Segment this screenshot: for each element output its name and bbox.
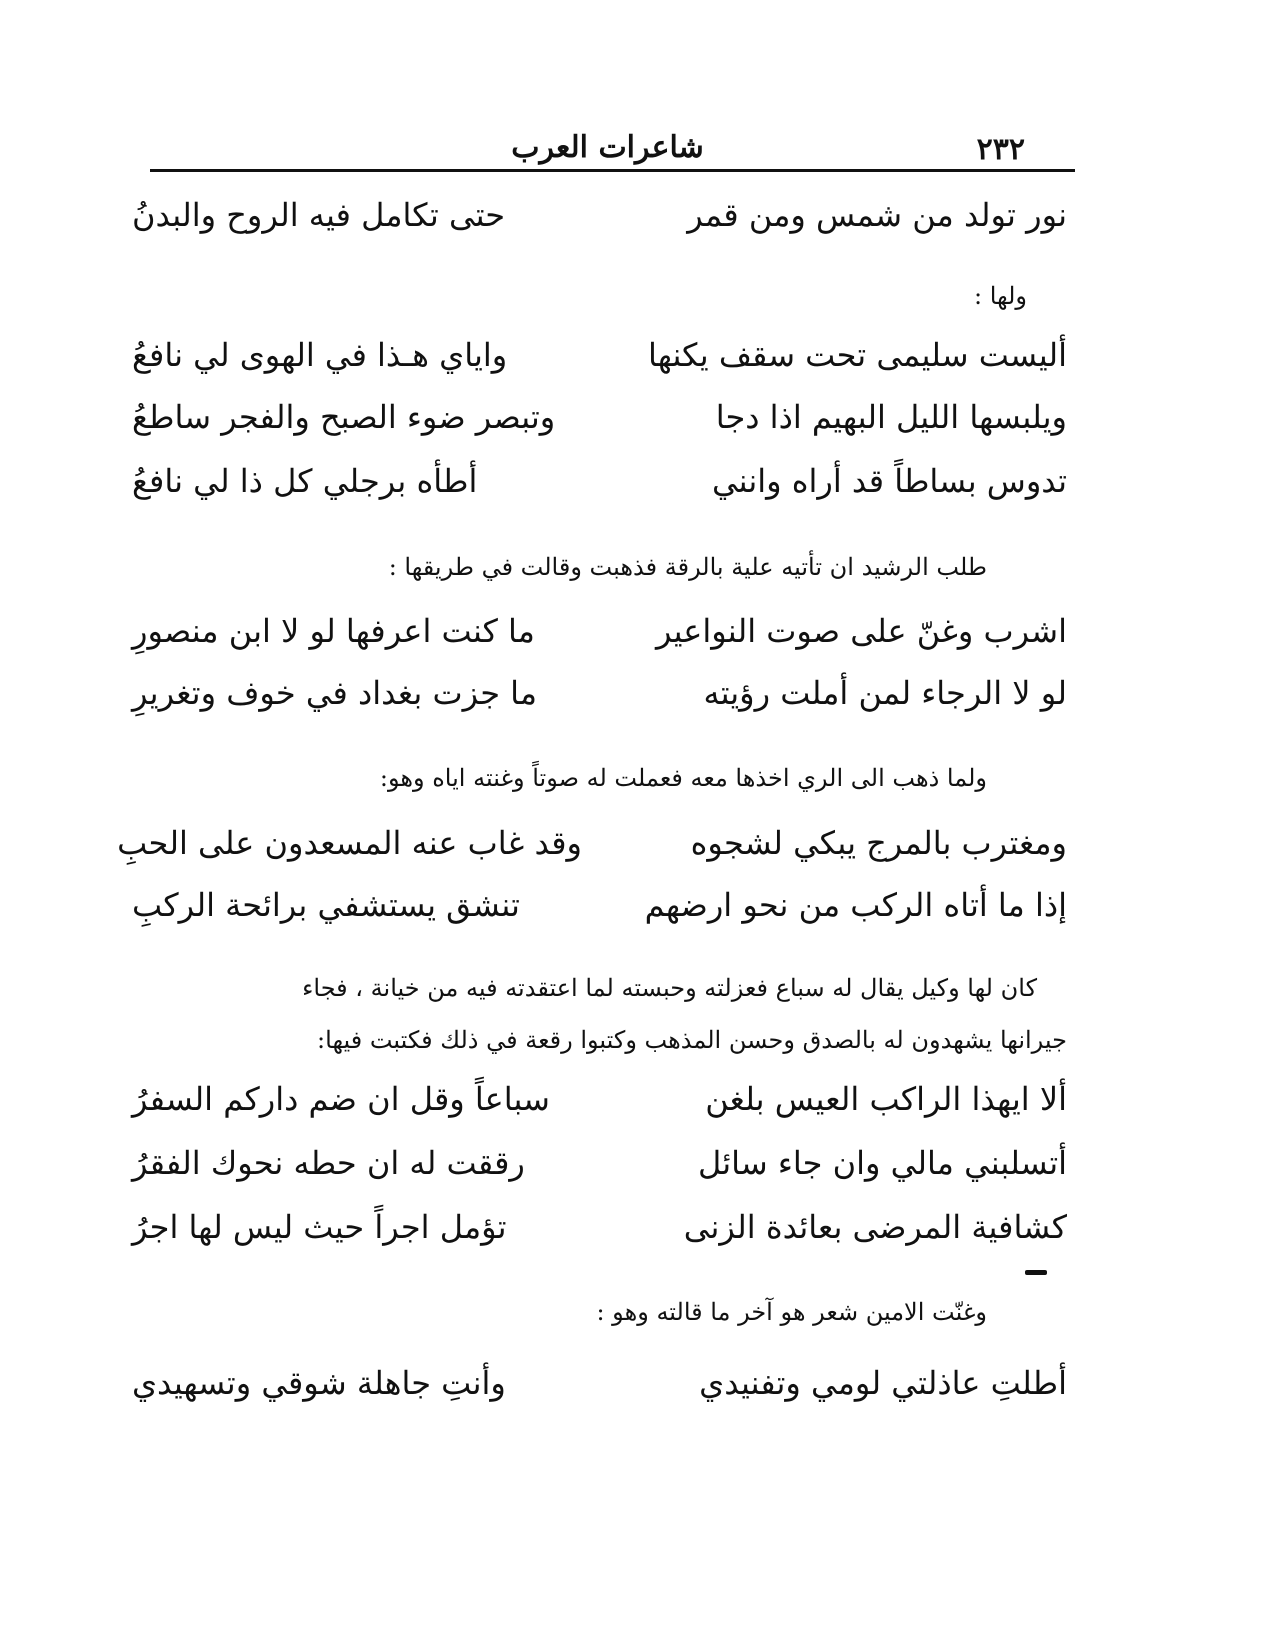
verse-first-hemistich: نور تولد من شمس ومن قمر bbox=[687, 196, 1067, 234]
verse-line bbox=[132, 674, 1067, 726]
verse-second-hemistich: أطأه برجلي كل ذا لي نافعُ bbox=[132, 462, 478, 500]
verse-second-hemistich: تنشق يستشفي برائحة الركبِ bbox=[132, 886, 520, 924]
verse-line bbox=[132, 612, 1067, 664]
verse-first-hemistich: تدوس بساطاً قد أراه وانني bbox=[712, 462, 1067, 500]
verse-second-hemistich: تؤمل اجراً حيث ليس لها اجرُ bbox=[132, 1208, 507, 1246]
prose-line: وغنّت الامين شعر هو آخر ما قالته وهو : bbox=[596, 1298, 987, 1326]
verse-second-hemistich: وأنتِ جاهلة شوقي وتسهيدي bbox=[132, 1364, 506, 1402]
verse-line bbox=[132, 1080, 1067, 1132]
verse-second-hemistich: ما جزت بغداد في خوف وتغريرِ bbox=[132, 674, 538, 712]
verse-line bbox=[132, 1208, 1067, 1260]
verse-line bbox=[132, 336, 1067, 388]
prose-line: ولما ذهب الى الري اخذها معه فعملت له صوتاً وغنته اياه وهو: bbox=[379, 764, 987, 792]
print-mark bbox=[1025, 1270, 1047, 1275]
verse-line bbox=[132, 1144, 1067, 1196]
verse-first-hemistich: أليست سليمى تحت سقف يكنها bbox=[647, 336, 1067, 374]
prose-line: ولها : bbox=[974, 282, 1027, 310]
verse-first-hemistich: ويلبسها الليل البهيم اذا دجا bbox=[715, 398, 1067, 436]
page-header bbox=[150, 128, 1065, 172]
prose-line: كان لها وكيل يقال له سباع فعزلته وحبسته لما اعتقدته فيه من خيانة ، فجاء bbox=[302, 974, 1037, 1002]
verse-line bbox=[132, 1364, 1067, 1416]
verse-second-hemistich: وتبصر ضوء الصبح والفجر ساطعُ bbox=[132, 398, 556, 436]
running-title: شاعرات العرب bbox=[511, 130, 704, 165]
verse-line bbox=[117, 824, 1067, 876]
verse-first-hemistich: أتسلبني مالي وان جاء سائل bbox=[697, 1144, 1067, 1182]
verse-line bbox=[132, 462, 1067, 514]
verse-second-hemistich: ما كنت اعرفها لو لا ابن منصورِ bbox=[132, 612, 535, 650]
verse-first-hemistich: ومغترب بالمرج يبكي لشجوه bbox=[690, 824, 1067, 862]
verse-first-hemistich: كشافية المرضى بعائدة الزنى bbox=[683, 1208, 1067, 1246]
verse-second-hemistich: رققت له ان حطه نحوك الفقرُ bbox=[132, 1144, 525, 1182]
verse-first-hemistich: اشرب وغنّ على صوت النواعير bbox=[655, 612, 1067, 650]
verse-second-hemistich: سباعاً وقل ان ضم داركم السفرُ bbox=[132, 1080, 550, 1118]
verse-line bbox=[132, 886, 1067, 938]
verse-second-hemistich: واياي هـذا في الهوى لي نافعُ bbox=[132, 336, 508, 374]
header-rule bbox=[150, 169, 1075, 172]
verse-line bbox=[132, 196, 1067, 248]
verse-first-hemistich: ألا ايهذا الراكب العيس بلغن bbox=[705, 1080, 1067, 1118]
verse-second-hemistich: وقد غاب عنه المسعدون على الحبِ bbox=[117, 824, 582, 862]
verse-line bbox=[132, 398, 1067, 450]
verse-first-hemistich: إذا ما أتاه الركب من نحو ارضهم bbox=[644, 886, 1067, 924]
verse-first-hemistich: لو لا الرجاء لمن أملت رؤيته bbox=[703, 674, 1067, 712]
verse-second-hemistich: حتى تكامل فيه الروح والبدنُ bbox=[132, 196, 506, 234]
page-number: ٢٣٢ bbox=[976, 132, 1025, 167]
verse-first-hemistich: أطلتِ عاذلتي لومي وتفنيدي bbox=[699, 1364, 1067, 1402]
prose-line: طلب الرشيد ان تأتيه علية بالرقة فذهبت وقالت في طريقها : bbox=[388, 553, 987, 581]
prose-line: جيرانها يشهدون له بالصدق وحسن المذهب وكتبوا رقعة في ذلك فكتبت فيها: bbox=[317, 1026, 1067, 1054]
